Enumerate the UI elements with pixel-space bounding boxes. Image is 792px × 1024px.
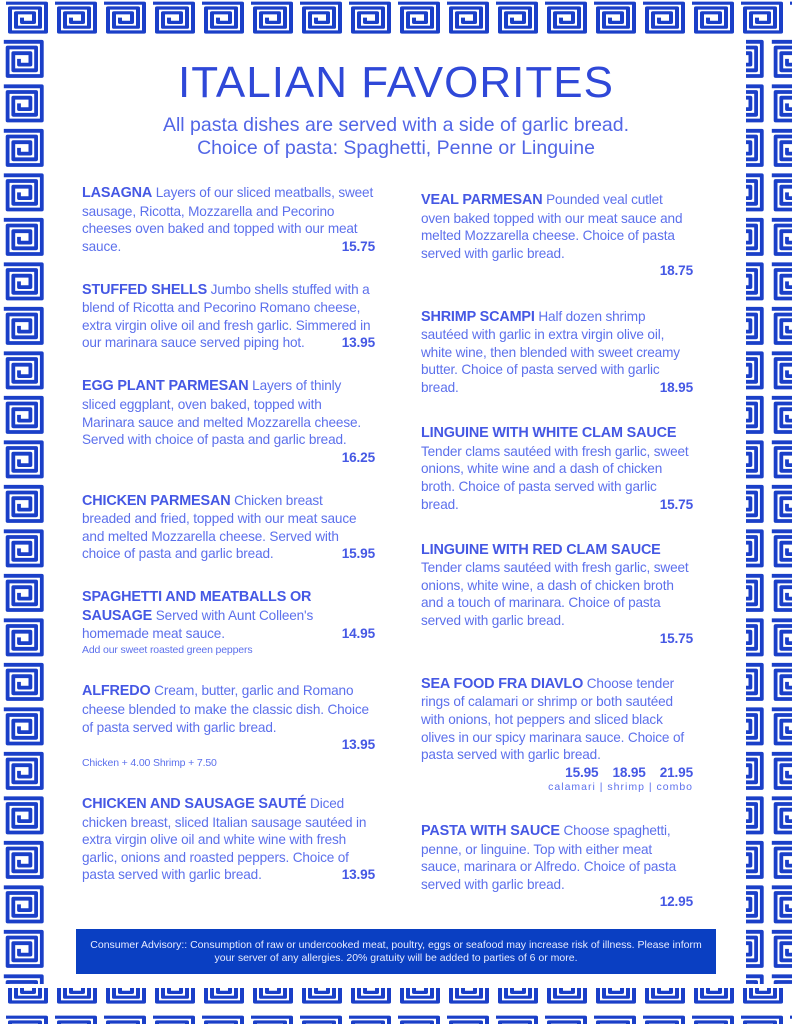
menu-item-shrimp-scampi: [421, 308, 693, 397]
item-desc: Diced chicken breast, sliced Italian sausage sautéed in extra virgin olive oil and white wine with fresh garlic, onions and roasted peppers. Choice of pasta served with garlic bread.: [82, 796, 367, 883]
item-name: ALFREDO: [82, 683, 151, 700]
page-title: ITALIAN FAVORITES: [178, 58, 614, 107]
menu-item-seafood-fra-diavlo: [421, 675, 693, 795]
menu-item-spaghetti-meatballs: [82, 588, 375, 657]
menu-item-stuffed-shells: [82, 281, 375, 352]
item-price: 14.95: [341, 626, 375, 642]
item-name: LINGUINE WITH WHITE CLAM SAUCE: [421, 425, 677, 442]
right-column: [421, 191, 693, 911]
item-name: EGG PLANT PARMESAN: [82, 378, 249, 395]
item-note: Add our sweet roasted green peppers: [82, 644, 253, 657]
consumer-advisory: Consumer Advisory:: Consumption of raw or undercooked meat, poultry, eggs or seafood may increase risk of illness. Please inform your server of any allergies. 20% gratuity will be added to parties of 6 or more.: [76, 929, 716, 974]
item-name: SPAGHETTI AND MEATBALLS OR SAUSAGE: [82, 589, 312, 624]
menu-item-pasta-with-sauce: [421, 822, 693, 911]
item-name: LINGUINE WITH RED CLAM SAUCE: [421, 541, 661, 558]
item-price: 18.95: [659, 379, 693, 395]
item-desc: Layers of our sliced meatballs, sweet sausage, Ricotta, Mozzarella and Pecorino cheeses oven baked and topped with our meat sauce.: [82, 185, 374, 254]
item-price: 12.95: [659, 894, 693, 910]
menu-item-veal-parmesan: [421, 191, 693, 280]
item-price: 18.75: [659, 263, 693, 279]
item-name: SHRIMP SCAMPI: [421, 308, 535, 325]
item-desc: Tender clams sautéed with fresh garlic, sweet onions, white wine and a dash of chicken broth. Choice of pasta served with garlic bread.: [421, 443, 689, 512]
item-price: 13.95: [341, 737, 375, 753]
item-price: 15.75: [341, 238, 375, 254]
item-desc: Served with Aunt Colleen's homemade meat sauce.: [82, 607, 314, 642]
item-price: 15.75: [659, 630, 693, 646]
item-note: Chicken + 4.00 Shrimp + 7.50: [82, 756, 217, 769]
item-name: CHICKEN AND SAUSAGE SAUTÉ: [82, 796, 307, 813]
item-price: 13.95: [341, 867, 375, 883]
item-price: 15.75: [659, 496, 693, 512]
item-desc: Choose spaghetti, penne, or linguine. Top with either meat sauce, marinara or Alfredo. Choice of pasta served with garlic bread.: [421, 823, 676, 892]
item-desc: Cream, butter, garlic and Romano cheese blended to make the classic dish. Choice of pasta served with garlic bread.: [82, 683, 369, 735]
item-price: 16.25: [341, 449, 375, 465]
item-desc: Layers of thinly sliced eggplant, oven baked, topped with Marinara sauce and melted Mozzarella cheese. Served with choice of pasta and garlic bread.: [82, 378, 362, 448]
menu-item-chicken-sausage-saute: [82, 795, 375, 884]
price-combo: 21.95: [659, 764, 693, 780]
item-desc: Pounded veal cutlet oven baked topped with our meat sauce and melted Mozzarella cheese. Choice of pasta served with garlic bread.: [421, 192, 683, 261]
menu-item-chicken-parmesan: [82, 492, 375, 563]
item-name: SEA FOOD FRA DIAVLO: [421, 675, 584, 692]
item-desc: Chicken breast breaded and fried, topped with our meat sauce and melted Mozzarella cheese. Served with choice of pasta and garlic bread.: [82, 492, 357, 562]
item-price: 13.95: [341, 335, 375, 351]
item-desc: Half dozen shrimp sautéed with garlic in extra virgin olive oil, white wine, then blended with sweet creamy butter. Choice of pasta served with garlic bread.: [421, 308, 680, 395]
item-name: STUFFED SHELLS: [82, 281, 208, 298]
menu-item-linguine-white-clam: [421, 424, 693, 513]
subtitle-line-1: All pasta dishes are served with a side of garlic bread.: [162, 114, 630, 136]
menu-item-eggplant-parmesan: [82, 377, 375, 466]
item-name: VEAL PARMESAN: [421, 192, 543, 208]
menu-item-linguine-red-clam: [421, 541, 693, 648]
subtitle-line-2: Choice of pasta: Spaghetti, Penne or Linguine: [197, 137, 595, 159]
item-desc: Choose tender rings of calamari or shrimp or both sautéed with onions, hot peppers and sliced black olives in our spicy marinara sauce. Choice of pasta served with garlic bread.: [421, 675, 684, 763]
menu-item-lasagna: [82, 184, 375, 255]
menu-item-alfredo: [82, 682, 375, 769]
item-desc: Tender clams sautéed with fresh garlic, sweet onions, white wine, a dash of chicken broth and a touch of marinara. Choice of pasta served with garlic bread.: [421, 560, 689, 629]
item-name: LASAGNA: [82, 185, 153, 201]
left-column: [82, 184, 375, 884]
price-shrimp: 18.95: [612, 764, 646, 780]
price-calamari: 15.95: [565, 764, 599, 780]
item-name: PASTA WITH SAUCE: [421, 823, 560, 839]
item-prices: [421, 764, 693, 782]
item-price: 15.95: [341, 546, 375, 562]
item-name: CHICKEN PARMESAN: [82, 492, 231, 509]
price-label: calamari | shrimp | combo: [548, 781, 693, 794]
item-desc: Jumbo shells stuffed with a blend of Ricotta and Pecorino Romano cheese, extra virgin olive oil and fresh garlic. Simmered in our marinara sauce served piping hot.: [82, 281, 371, 351]
